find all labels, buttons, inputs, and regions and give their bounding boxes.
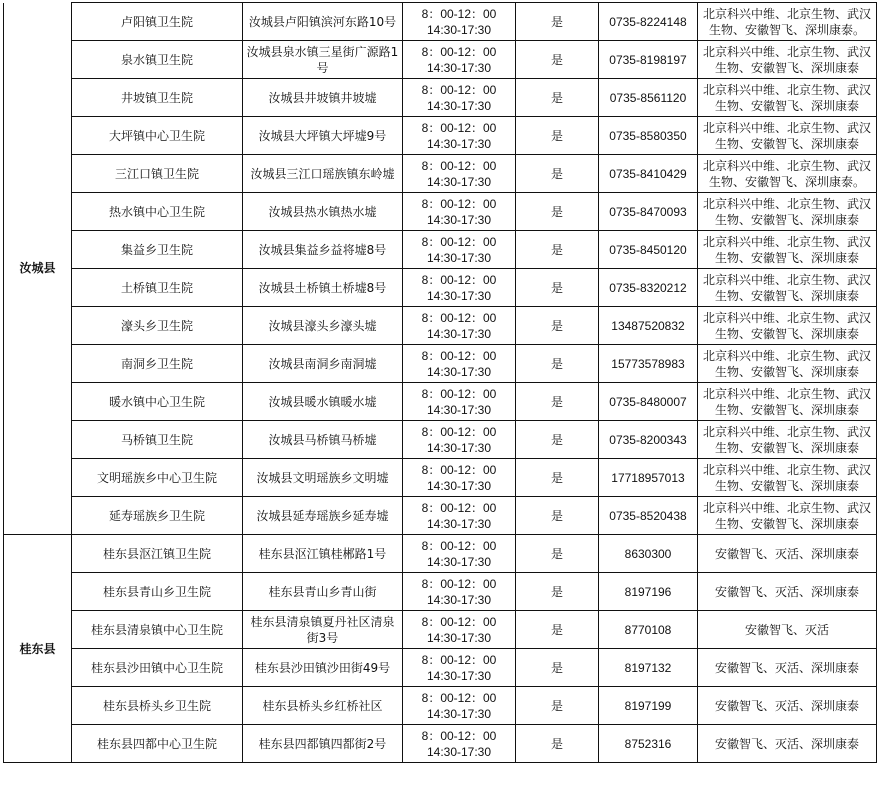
hours-afternoon: 14:30-17:30 <box>426 478 492 493</box>
table-row <box>4 649 877 687</box>
address-cell: 汝城县热水镇热水墟 <box>243 193 403 231</box>
table-row <box>4 231 877 269</box>
county-cell: 桂东县 <box>4 535 72 763</box>
hours-cell <box>403 649 516 687</box>
hours-afternoon: 14:30-17:30 <box>426 212 492 227</box>
table-row <box>4 573 877 611</box>
available-cell: 是 <box>516 155 599 193</box>
table-row <box>4 155 877 193</box>
table-row <box>4 307 877 345</box>
hours-cell <box>403 231 516 269</box>
hours-morning: 8：00-12：00 <box>421 196 497 211</box>
vaccine-types-cell: 安徽智飞、灭活 <box>698 611 877 649</box>
hours-afternoon: 14:30-17:30 <box>426 668 492 683</box>
vaccine-types-cell: 北京科兴中维、北京生物、武汉生物、安徽智飞、深圳康泰 <box>698 231 877 269</box>
table-row <box>4 193 877 231</box>
hours-afternoon: 14:30-17:30 <box>426 364 492 379</box>
site-name-cell: 桂东县沤江镇卫生院 <box>72 535 243 573</box>
address-cell: 汝城县三江口瑶族镇东岭墟 <box>243 155 403 193</box>
hours-cell <box>403 41 516 79</box>
available-cell: 是 <box>516 687 599 725</box>
vaccine-types-cell: 北京科兴中维、北京生物、武汉生物、安徽智飞、深圳康泰 <box>698 421 877 459</box>
table-row <box>4 345 877 383</box>
hours-cell <box>403 535 516 573</box>
available-cell: 是 <box>516 535 599 573</box>
vaccine-types-cell: 北京科兴中维、北京生物、武汉生物、安徽智飞、深圳康泰。 <box>698 155 877 193</box>
address-cell: 汝城县井坡镇井坡墟 <box>243 79 403 117</box>
table-row <box>4 79 877 117</box>
address-cell: 汝城县卢阳镇滨河东路10号 <box>243 3 403 41</box>
vaccine-types-cell: 安徽智飞、灭活、深圳康泰 <box>698 649 877 687</box>
site-name-cell: 暖水镇中心卫生院 <box>72 383 243 421</box>
site-name-cell: 泉水镇卫生院 <box>72 41 243 79</box>
site-name-cell: 热水镇中心卫生院 <box>72 193 243 231</box>
hours-afternoon: 14:30-17:30 <box>426 744 492 759</box>
hours-cell <box>403 725 516 763</box>
phone-cell: 8197196 <box>599 573 698 611</box>
address-cell: 桂东县清泉镇夏丹社区清泉街3号 <box>243 611 403 649</box>
phone-cell: 0735-8561120 <box>599 79 698 117</box>
hours-morning: 8：00-12：00 <box>421 386 497 401</box>
table-row <box>4 41 877 79</box>
table-row <box>4 687 877 725</box>
hours-morning: 8：00-12：00 <box>421 462 497 477</box>
site-name-cell: 卢阳镇卫生院 <box>72 3 243 41</box>
site-name-cell: 桂东县沙田镇中心卫生院 <box>72 649 243 687</box>
address-cell: 汝城县延寿瑶族乡延寿墟 <box>243 497 403 535</box>
vaccine-types-cell: 安徽智飞、灭活、深圳康泰 <box>698 687 877 725</box>
vaccine-types-cell: 北京科兴中维、北京生物、武汉生物、安徽智飞、深圳康泰 <box>698 269 877 307</box>
site-name-cell: 马桥镇卫生院 <box>72 421 243 459</box>
available-cell: 是 <box>516 573 599 611</box>
hours-morning: 8：00-12：00 <box>421 310 497 325</box>
hours-morning: 8：00-12：00 <box>421 652 497 667</box>
table-row <box>4 3 877 41</box>
hours-afternoon: 14:30-17:30 <box>426 288 492 303</box>
hours-cell <box>403 383 516 421</box>
site-name-cell: 桂东县清泉镇中心卫生院 <box>72 611 243 649</box>
hours-morning: 8：00-12：00 <box>421 728 497 743</box>
phone-cell: 8630300 <box>599 535 698 573</box>
site-name-cell: 南洞乡卫生院 <box>72 345 243 383</box>
available-cell: 是 <box>516 269 599 307</box>
available-cell: 是 <box>516 649 599 687</box>
address-cell: 汝城县泉水镇三星街广源路1号 <box>243 41 403 79</box>
county-cell: 汝城县 <box>4 3 72 535</box>
site-name-cell: 三江口镇卫生院 <box>72 155 243 193</box>
phone-cell: 8197132 <box>599 649 698 687</box>
vaccine-types-cell: 安徽智飞、灭活、深圳康泰 <box>698 725 877 763</box>
phone-cell: 15773578983 <box>599 345 698 383</box>
vaccine-types-cell: 安徽智飞、灭活、深圳康泰 <box>698 535 877 573</box>
hours-cell <box>403 459 516 497</box>
hours-morning: 8：00-12：00 <box>421 158 497 173</box>
hours-afternoon: 14:30-17:30 <box>426 136 492 151</box>
hours-morning: 8：00-12：00 <box>421 424 497 439</box>
hours-cell <box>403 3 516 41</box>
available-cell: 是 <box>516 117 599 155</box>
vaccine-types-cell: 北京科兴中维、北京生物、武汉生物、安徽智飞、深圳康泰 <box>698 345 877 383</box>
address-cell: 汝城县南洞乡南洞墟 <box>243 345 403 383</box>
hours-cell <box>403 573 516 611</box>
available-cell: 是 <box>516 41 599 79</box>
available-cell: 是 <box>516 497 599 535</box>
available-cell: 是 <box>516 383 599 421</box>
site-name-cell: 桂东县四都中心卫生院 <box>72 725 243 763</box>
hours-afternoon: 14:30-17:30 <box>426 592 492 607</box>
hours-afternoon: 14:30-17:30 <box>426 250 492 265</box>
site-name-cell: 桂东县青山乡卫生院 <box>72 573 243 611</box>
table-row <box>4 269 877 307</box>
phone-cell: 0735-8320212 <box>599 269 698 307</box>
hours-morning: 8：00-12：00 <box>421 576 497 591</box>
available-cell: 是 <box>516 79 599 117</box>
table-row <box>4 117 877 155</box>
hours-morning: 8：00-12：00 <box>421 234 497 249</box>
hours-afternoon: 14:30-17:30 <box>426 22 492 37</box>
address-cell: 汝城县集益乡益将墟8号 <box>243 231 403 269</box>
hours-cell <box>403 193 516 231</box>
address-cell: 汝城县暖水镇暖水墟 <box>243 383 403 421</box>
vaccine-types-cell: 北京科兴中维、北京生物、武汉生物、安徽智飞、深圳康泰 <box>698 117 877 155</box>
address-cell: 汝城县大坪镇大坪墟9号 <box>243 117 403 155</box>
table-row <box>4 459 877 497</box>
phone-cell: 13487520832 <box>599 307 698 345</box>
phone-cell: 8752316 <box>599 725 698 763</box>
site-name-cell: 大坪镇中心卫生院 <box>72 117 243 155</box>
vaccine-types-cell: 北京科兴中维、北京生物、武汉生物、安徽智飞、深圳康泰。 <box>698 3 877 41</box>
available-cell: 是 <box>516 231 599 269</box>
vaccine-types-cell: 北京科兴中维、北京生物、武汉生物、安徽智飞、深圳康泰 <box>698 79 877 117</box>
site-name-cell: 井坡镇卫生院 <box>72 79 243 117</box>
hours-morning: 8：00-12：00 <box>421 538 497 553</box>
site-name-cell: 集益乡卫生院 <box>72 231 243 269</box>
address-cell: 汝城县濠头乡濠头墟 <box>243 307 403 345</box>
phone-cell: 0735-8200343 <box>599 421 698 459</box>
hours-cell <box>403 155 516 193</box>
available-cell: 是 <box>516 345 599 383</box>
vaccine-types-cell: 北京科兴中维、北京生物、武汉生物、安徽智飞、深圳康泰 <box>698 497 877 535</box>
table-row <box>4 611 877 649</box>
table-row <box>4 421 877 459</box>
hours-afternoon: 14:30-17:30 <box>426 554 492 569</box>
hours-morning: 8：00-12：00 <box>421 500 497 515</box>
hours-cell <box>403 269 516 307</box>
hours-afternoon: 14:30-17:30 <box>426 402 492 417</box>
hours-afternoon: 14:30-17:30 <box>426 98 492 113</box>
phone-cell: 0735-8520438 <box>599 497 698 535</box>
hours-cell <box>403 611 516 649</box>
hours-morning: 8：00-12：00 <box>421 348 497 363</box>
hours-cell <box>403 421 516 459</box>
hours-morning: 8：00-12：00 <box>421 614 497 629</box>
address-cell: 汝城县文明瑶族乡文明墟 <box>243 459 403 497</box>
table-row <box>4 535 877 573</box>
hours-morning: 8：00-12：00 <box>421 82 497 97</box>
hours-morning: 8：00-12：00 <box>421 690 497 705</box>
hours-cell <box>403 345 516 383</box>
site-name-cell: 桂东县桥头乡卫生院 <box>72 687 243 725</box>
address-cell: 桂东县沙田镇沙田街49号 <box>243 649 403 687</box>
phone-cell: 0735-8198197 <box>599 41 698 79</box>
hours-afternoon: 14:30-17:30 <box>426 174 492 189</box>
address-cell: 汝城县马桥镇马桥墟 <box>243 421 403 459</box>
available-cell: 是 <box>516 307 599 345</box>
hours-morning: 8：00-12：00 <box>421 120 497 135</box>
site-name-cell: 延寿瑶族乡卫生院 <box>72 497 243 535</box>
hours-afternoon: 14:30-17:30 <box>426 630 492 645</box>
available-cell: 是 <box>516 725 599 763</box>
phone-cell: 0735-8480007 <box>599 383 698 421</box>
hours-afternoon: 14:30-17:30 <box>426 706 492 721</box>
hours-cell <box>403 117 516 155</box>
table-row <box>4 725 877 763</box>
hours-morning: 8：00-12：00 <box>421 6 497 21</box>
hours-cell <box>403 497 516 535</box>
phone-cell: 0735-8410429 <box>599 155 698 193</box>
vaccine-types-cell: 北京科兴中维、北京生物、武汉生物、安徽智飞、深圳康泰 <box>698 307 877 345</box>
address-cell: 汝城县土桥镇土桥墟8号 <box>243 269 403 307</box>
available-cell: 是 <box>516 611 599 649</box>
hours-morning: 8：00-12：00 <box>421 44 497 59</box>
hours-afternoon: 14:30-17:30 <box>426 516 492 531</box>
available-cell: 是 <box>516 459 599 497</box>
hours-morning: 8：00-12：00 <box>421 272 497 287</box>
phone-cell: 17718957013 <box>599 459 698 497</box>
table-row <box>4 383 877 421</box>
hours-afternoon: 14:30-17:30 <box>426 60 492 75</box>
phone-cell: 8197199 <box>599 687 698 725</box>
table-body <box>4 3 877 763</box>
vaccine-types-cell: 北京科兴中维、北京生物、武汉生物、安徽智飞、深圳康泰 <box>698 193 877 231</box>
phone-cell: 8770108 <box>599 611 698 649</box>
hours-afternoon: 14:30-17:30 <box>426 326 492 341</box>
phone-cell: 0735-8470093 <box>599 193 698 231</box>
address-cell: 桂东县沤江镇桂郴路1号 <box>243 535 403 573</box>
phone-cell: 0735-8224148 <box>599 3 698 41</box>
vaccine-types-cell: 北京科兴中维、北京生物、武汉生物、安徽智飞、深圳康泰 <box>698 41 877 79</box>
available-cell: 是 <box>516 421 599 459</box>
phone-cell: 0735-8450120 <box>599 231 698 269</box>
site-name-cell: 土桥镇卫生院 <box>72 269 243 307</box>
phone-cell: 0735-8580350 <box>599 117 698 155</box>
vaccine-types-cell: 北京科兴中维、北京生物、武汉生物、安徽智飞、深圳康泰 <box>698 383 877 421</box>
table-row <box>4 497 877 535</box>
available-cell: 是 <box>516 193 599 231</box>
hours-cell <box>403 307 516 345</box>
vaccine-types-cell: 安徽智飞、灭活、深圳康泰 <box>698 573 877 611</box>
address-cell: 桂东县四都镇四都街2号 <box>243 725 403 763</box>
vaccine-types-cell: 北京科兴中维、北京生物、武汉生物、安徽智飞、深圳康泰 <box>698 459 877 497</box>
site-name-cell: 濠头乡卫生院 <box>72 307 243 345</box>
hours-afternoon: 14:30-17:30 <box>426 440 492 455</box>
site-name-cell: 文明瑶族乡中心卫生院 <box>72 459 243 497</box>
hours-cell <box>403 79 516 117</box>
hours-cell <box>403 687 516 725</box>
address-cell: 桂东县青山乡青山街 <box>243 573 403 611</box>
address-cell: 桂东县桥头乡红桥社区 <box>243 687 403 725</box>
available-cell: 是 <box>516 3 599 41</box>
vaccination-sites-table <box>3 2 877 763</box>
